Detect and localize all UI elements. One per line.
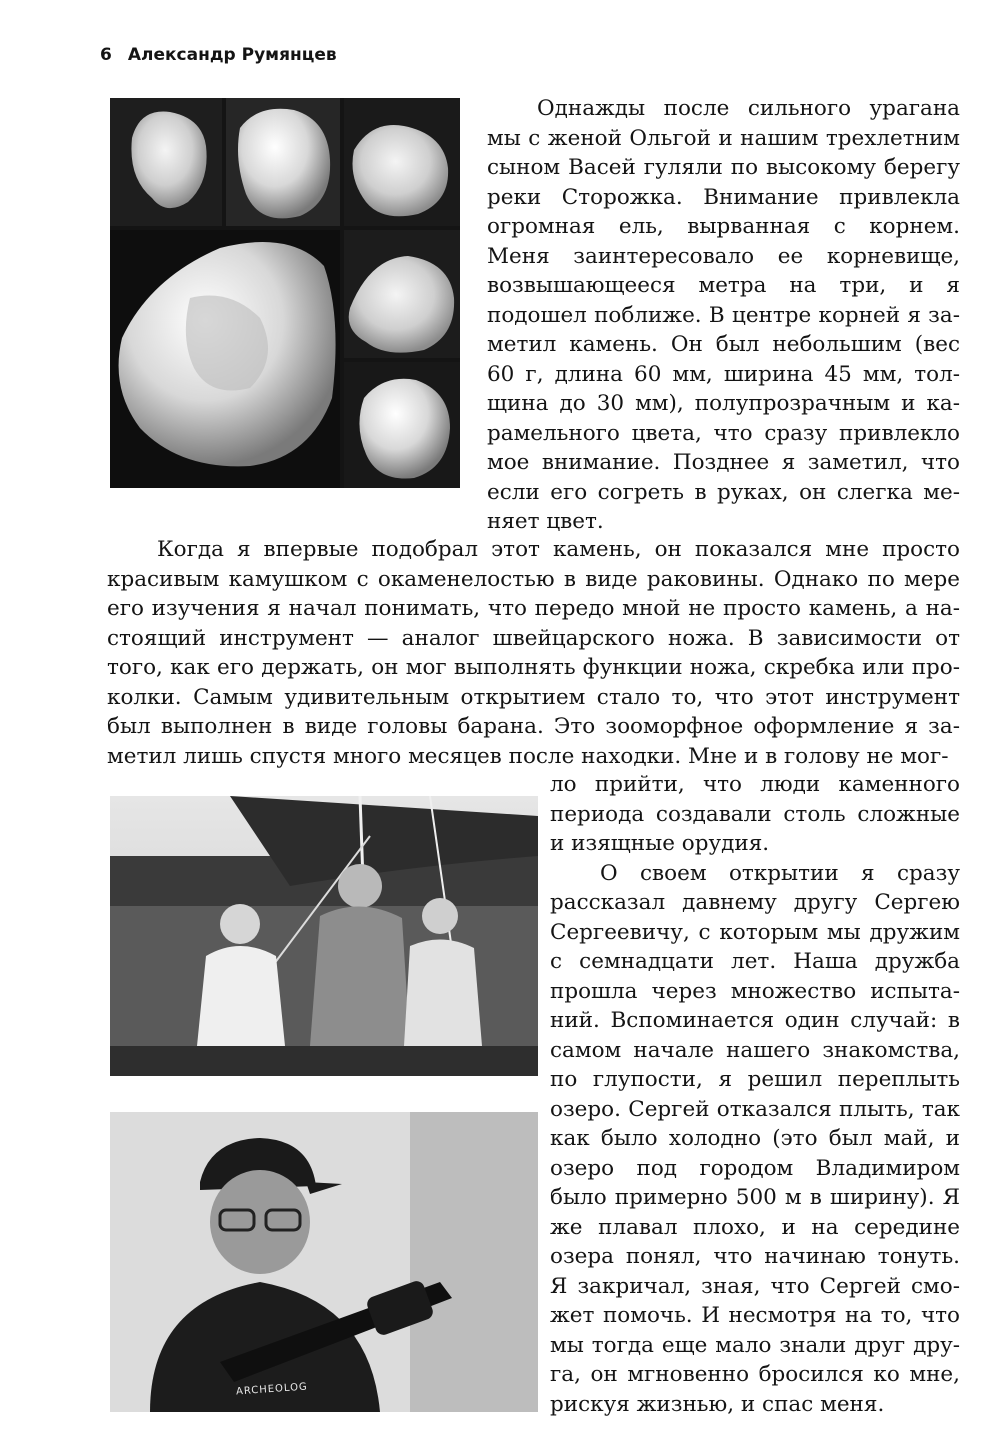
paragraph-2 [107, 535, 960, 771]
boat-photo [110, 796, 538, 1076]
author-name: Александр Румянцев [127, 45, 337, 65]
paragraph-3 [550, 770, 960, 1419]
stone-collage-image [110, 98, 460, 488]
paragraph-text: О своем открытии я сразу рассказал давнему другу Сергею Сергеевичу, с которым мы дружим с семнадцати лет. Наша дружба прошла через множество испытаний. Вспоминается один случай: в самом начале нашего знакомства, по глупости, я решил переплыть озеро. Сергей отказался плыть, так как было холодно (это был май, и озеро под городом Владимиром было примерно 500 м в ширину). Я же плавал плохо, и на середине озера понял, что начинаю тонуть. Я закричал, зная, что Сергей сможет помочь. И несмотря на то, что мы тогда еще мало знали друг друга, он мгновенно бросился ко мне, рискуя жизнью, и спас меня. [550, 860, 960, 1417]
portrait-photo [110, 1112, 538, 1412]
paragraph-1 [487, 94, 960, 537]
paragraph-text: Когда я впервые подобрал этот камень, он показался мне просто красивым камушком с окаменелостью в виде раковины. Однако по мере его изучения я начал понимать, что передо мной не просто камень, а настоящий инструмент — аналог швейцарского ножа. В зависимости от того, как его держать, он мог выполнять функции ножа, скребка или проколки. Самым удивительным открытием стало то, что этот инструмент был выполнен в виде головы барана. Это зооморфное оформление я заметил лишь спустя много месяцев после находки. Мне и в голову не мог- [107, 537, 960, 769]
paragraph-text: Однажды после сильного урагана мы с женой Ольгой и нашим трехлетним сыном Васей гуляли по высокому берегу реки Сторожка. Внимание привлекла огромная ель, вырванная с корнем. Меня заинтересовало ее корневище, возвышающееся метра на три, и я подошел поближе. В центре корней я заметил камень. Он был небольшим (вес 60 г, длина 60 мм, ширина 45 мм, толщина до 30 мм), полупрозрачным и карамельного цвета, что сразу привлекло мое внимание. Позднее я заметил, что если его согреть в руках, он слегка меняет цвет. [487, 96, 960, 534]
running-header [100, 45, 337, 65]
portrait-image [110, 1112, 538, 1412]
boat-image [110, 796, 538, 1076]
paragraph-continuation: ло прийти, что люди каменного периода создавали столь сложные и изящные орудия. [550, 772, 960, 856]
stone-photo-collage [110, 98, 460, 488]
shirt-print-text: ARCHEOLOG [235, 1381, 309, 1398]
page-number: 6 [100, 45, 112, 65]
